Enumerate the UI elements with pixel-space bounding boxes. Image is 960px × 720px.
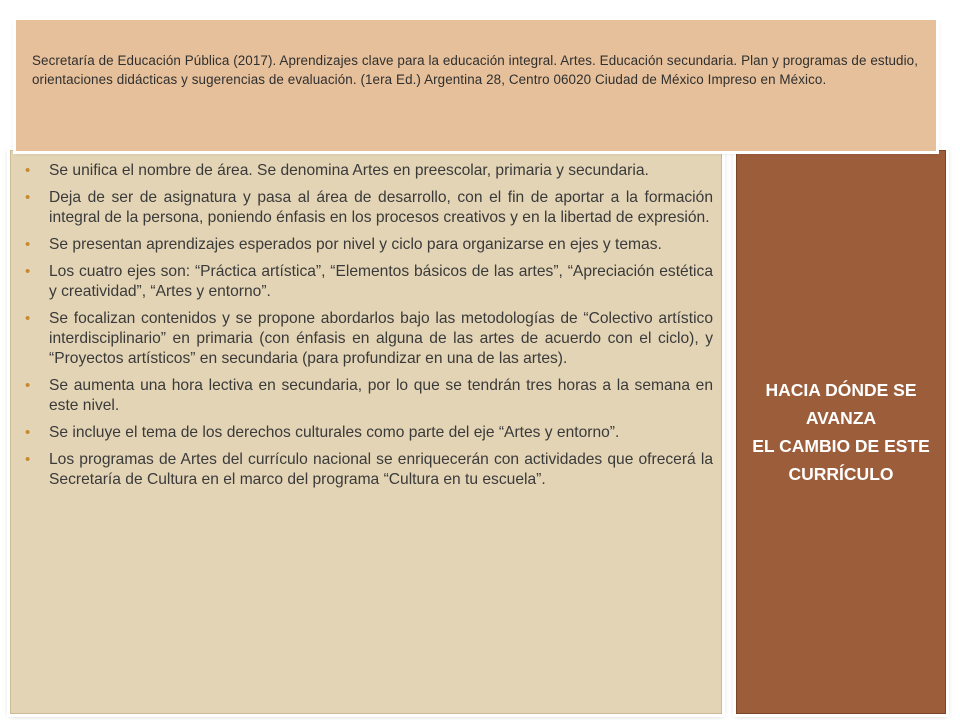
bullet-item: • Los programas de Artes del currículo nacional se enriquecerán con actividades que ofrecerá la Secretaría de Cultura en el marco del programa “Cultura en tu escuela”. xyxy=(49,450,713,490)
bullet-item: • Deja de ser de asignatura y pasa al área de desarrollo, con el fin de aportar a la formación integral de la persona, poniendo énfasis en los procesos creativos y en la libertad de expresión. xyxy=(49,188,713,228)
side-title xyxy=(737,376,945,488)
content-panel xyxy=(10,150,722,714)
citation-header xyxy=(16,20,936,151)
side-title-line-2: EL CAMBIO DE ESTE CURRÍCULO xyxy=(752,436,930,484)
side-title-panel xyxy=(736,150,946,714)
bullet-item: • Se focalizan contenidos y se propone abordarlos bajo las metodologías de “Colectivo artístico interdisciplinario” en primaria (con énfasis en alguna de las artes de acuerdo con el ciclo), y “Proyectos artísticos” en secundaria (para profundizar en una de las artes). xyxy=(49,309,713,369)
bullet-item: • Se unifica el nombre de área. Se denomina Artes en preescolar, primaria y secundaria. xyxy=(49,161,713,181)
bullet-item: • Los cuatro ejes son: “Práctica artística”, “Elementos básicos de las artes”, “Apreciación estética y creatividad”, “Artes y entorno”. xyxy=(49,262,713,302)
bullet-item: • Se incluye el tema de los derechos culturales como parte del eje “Artes y entorno”. xyxy=(49,423,713,443)
bullet-item: • Se presentan aprendizajes esperados por nivel y ciclo para organizarse en ejes y temas. xyxy=(49,235,713,255)
side-title-line-1: HACIA DÓNDE SE AVANZA xyxy=(765,380,917,428)
bullet-item: • Se aumenta una hora lectiva en secundaria, por lo que se tendrán tres horas a la semana en este nivel. xyxy=(49,376,713,416)
citation-text: Secretaría de Educación Pública (2017). Aprendizajes clave para la educación integral. Artes. Educación secundaria. Plan y programas de estudio, orientaciones didácticas y sugerencias de evaluación. (1era Ed.) Argentina 28, Centro 06020 Ciudad de México Impreso en México. xyxy=(32,53,919,87)
bullet-list xyxy=(11,151,721,490)
